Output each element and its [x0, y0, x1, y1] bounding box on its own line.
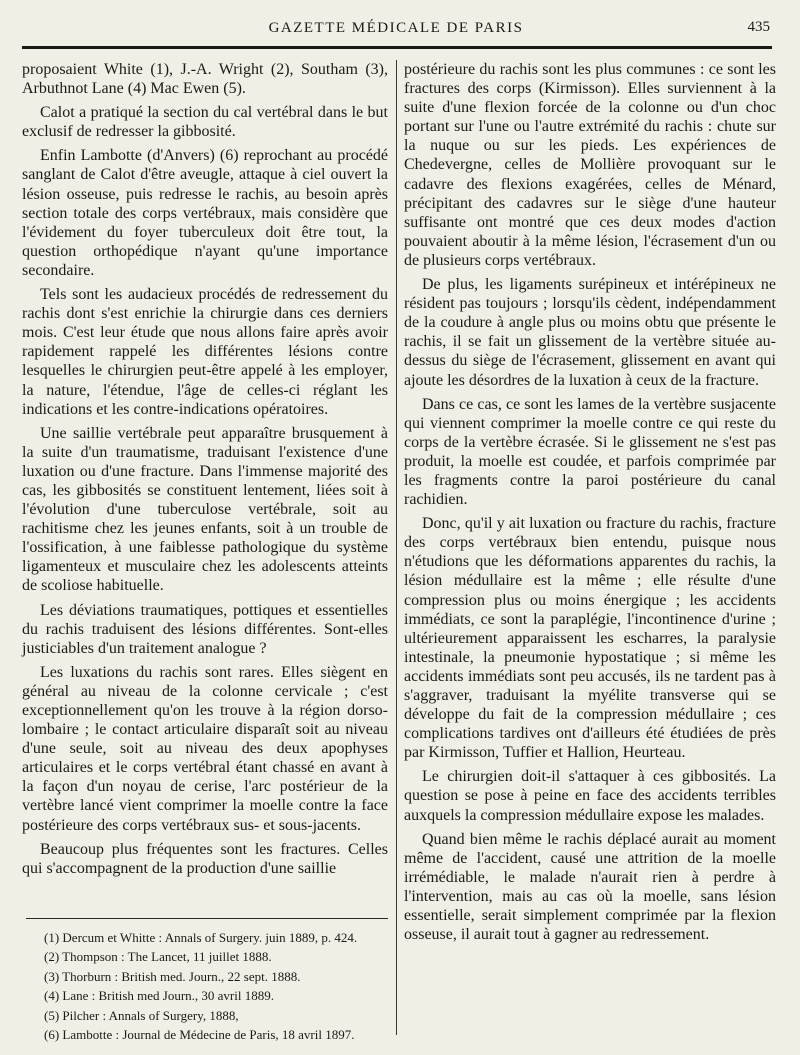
footnotes	[26, 928, 392, 1044]
footnote: (4) Lane : British med Journ., 30 avril 1889.	[44, 988, 274, 1004]
paragraph: Quand bien même le rachis déplacé aurait au moment même de l'accident, causé une attrition de la moelle irrémédiable, le malade n'aurait rien à perdre à l'intervention, mais au cas où la moelle, sans lésion essentielle, serait simplement comprimée par la flexion osseuse, il aurait tout à gagner au redressement.	[404, 830, 776, 944]
left-column	[22, 60, 388, 883]
paragraph: Les déviations traumatiques, pottiques et essentielles du rachis traduisent des lésions différentes. Sont-elles justiciables d'un traitement analogue ?	[22, 601, 388, 657]
paragraph: Une saillie vertébrale peut apparaître brusquement à la suite d'un traumatisme, traduisant l'existence d'une luxation ou d'une fracture. Dans l'immense majorité des cas, les gibbosités se constituent lentement, liées soit à l'évolution d'une tuberculose vertébrale, soit au rachitisme chez les jeunes enfants, soit à un trouble de l'ossification, à une faiblesse pathologique du système ligamenteux et musculaire chez les adolescents atteints de scoliose habituelle.	[22, 424, 388, 595]
paragraph: Les luxations du rachis sont rares. Elles siègent en général au niveau de la colonne cervicale ; c'est exceptionnellement qu'on les trouve à la région dorso-lombaire ; le contact articulaire disparaît soit au niveau d'une seule, soit au niveau des deux apophyses articulaires et le corps vertébral étant chassé en avant à la façon d'un noyau de cerise, l'arc postérieur de la vertèbre lancé vient comprimer la moelle contre la face postérieure des corps vertébraux sus- et sous-jacents.	[22, 663, 388, 834]
footnote: (2) Thompson : The Lancet, 11 juillet 1888.	[44, 949, 272, 965]
paragraph: Donc, qu'il y ait luxation ou fracture du rachis, fracture des corps vertébraux bien entendu, puisque nous n'étudions que les déformations apparentes du rachis, la lésion médullaire est la même ; elle résulte d'une compression plus ou moins énergique ; les accidents immédiats, ce sont la paraplégie, l'incontinence d'urine ; ultérieurement apparaissent les escharres, la paralysie intestinale, la pneumonie hypostatique ; si même les accidents immédiats sont peu accusés, ils ne tardent pas à s'aggraver, traduisant la myélite transverse qui se développe du fait de la compression médullaire ; ces complications tardives ont d'ailleurs été étudiées de près par Kirmisson, Tuffier et Hallion, Heurteau.	[404, 515, 776, 762]
footnote: (6) Lambotte : Journal de Médecine de Paris, 18 avril 1897.	[44, 1027, 355, 1043]
right-column	[404, 60, 776, 949]
paragraph: Enfin Lambotte (d'Anvers) (6) reprochant au procédé sanglant de Calot d'être aveugle, attaque à ciel ouvert la lésion osseuse, puis redresse le rachis, au besoin après section totale des corps vertébraux, mais considère que l'évidement du foyer tuberculeux doit être tout, la question orthopédique n'ayant qu'une importance secondaire.	[22, 147, 388, 279]
footnote: (1) Dercum et Whitte : Annals of Surgery. juin 1889, p. 424.	[44, 930, 358, 945]
header-rule	[22, 46, 772, 49]
paragraph: Dans ce cas, ce sont les lames de la vertèbre susjacente qui viennent comprimer la moelle contre ce qui reste du corps de la vertèbre écrasée. Si le glissement ne s'est pas produit, la moelle est coudée, et parfois comprimée par les fragments contre la paroi postérieure du canal rachidien.	[404, 395, 776, 509]
paragraph: Calot a pratiqué la section du cal vertébral dans le but exclusif de redresser la gibbosité.	[22, 104, 388, 141]
footnote-rule	[26, 918, 388, 919]
footnote: (5) Pilcher : Annals of Surgery, 1888,	[44, 1007, 239, 1023]
footnote: (3) Thorburn : British med. Journ., 22 sept. 1888.	[44, 968, 301, 984]
paragraph: Le chirurgien doit-il s'attaquer à ces gibbosités. La question se pose à peine en face des accidents terribles auxquels la compression médullaire expose les malades.	[404, 768, 776, 824]
paragraph: De plus, les ligaments surépineux et intérépineux ne résident pas toujours ; lorsqu'ils cèdent, indépendamment de la coudure à angle plus ou moins obtu que présente le rachis, il se fait un glissement de la vertèbre située au-dessus du siège de l'écrasement, glissement en avant qui ajoute les désordres de la luxation à ceux de la fracture.	[404, 276, 776, 389]
paragraph: postérieure du rachis sont les plus communes : ce sont les fractures des corps (Kirmisson). Elles surviennent à la suite d'une flexion forcée de la colonne ou d'un choc portant sur l'une ou l'autre extrémité du rachis : chute sur la nuque ou sur les pieds. Les expériences de Chedevergne, celles de Mollière provoquant sur le cadavre des flexions exagérées, celles de Ménard, précipitant des cadavres sur le siège d'une hauteur suffisante ont montré que ces deux modes d'action pouvaient aboutir à la même lésion, l'écrasement d'un ou de plusieurs corps vertébraux.	[404, 61, 776, 269]
page-number: 435	[747, 19, 770, 35]
column-divider	[396, 60, 397, 1035]
running-head	[22, 18, 770, 40]
paragraph: proposaient White (1), J.-A. Wright (2), Southam (3), Arbuthnot Lane (4) Mac Ewen (5).	[22, 61, 388, 98]
paragraph: Tels sont les audacieux procédés de redressement du rachis dont s'est enrichie la chirurgie dans ces derniers mois. C'est leur étude que nous allons faire après avoir rapidement rappelé les différentes lésions contre lesquelles le chirurgien peut-être appelé à les employer, la nature, l'étendue, l'âge de celles-ci réglant les indications et les contre-indications opératoires.	[22, 286, 388, 418]
paragraph: Beaucoup plus fréquentes sont les fractures. Celles qui s'accompagnent de la production d'une saillie	[22, 840, 388, 877]
journal-title: GAZETTE MÉDICALE DE PARIS	[268, 20, 524, 36]
